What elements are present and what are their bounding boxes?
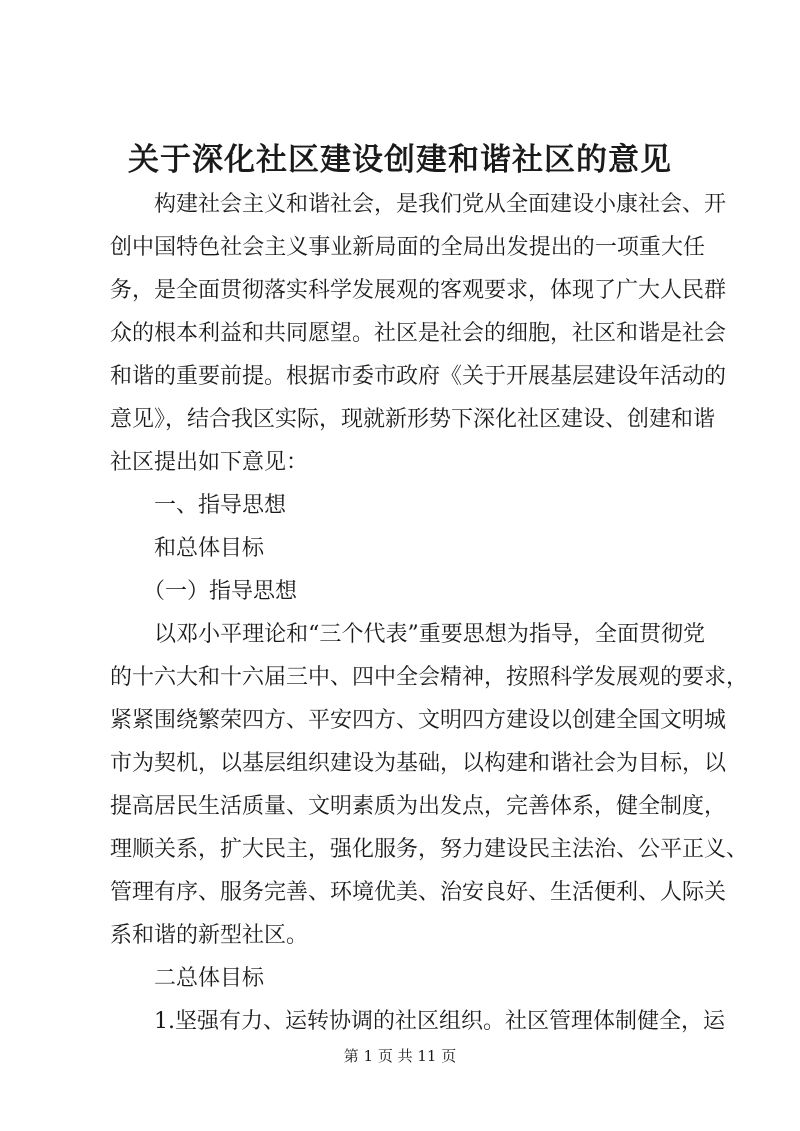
paragraph-line: 紧紧围绕繁荣四方、平安四方、文明四方建设以创建全国文明城: [110, 708, 727, 733]
paragraph-line: 以邓小平理论和“三个代表”重要思想为指导，全面贯彻党: [110, 622, 705, 647]
paragraph-line: 系和谐的新型社区。: [110, 923, 309, 948]
paragraph-line: 理顺关系，扩大民主，强化服务，努力建设民主法治、公平正义、: [110, 837, 749, 862]
paragraph-line: 众的根本利益和共同愿望。社区是社会的细胞，社区和谐是社会: [110, 321, 727, 346]
paragraph-line: 和谐的重要前提。根据市委市政府《关于开展基层建设年活动的: [110, 364, 727, 389]
section-heading: 和总体目标: [110, 536, 265, 561]
paragraph-line: 意见》，结合我区实际，现就新形势下深化社区建设、创建和谐: [110, 407, 716, 432]
paragraph-line: 务，是全面贯彻落实科学发展观的客观要求，体现了广大人民群: [110, 278, 727, 303]
paragraph-line: 提高居民生活质量、文明素质为出发点，完善体系，健全制度，: [110, 794, 727, 819]
paragraph-line: 市为契机，以基层组织建设为基础，以构建和谐社会为目标，以: [110, 751, 727, 776]
document-title: 关于深化社区建设创建和谐社区的意见: [128, 142, 672, 178]
section-heading: 二总体目标: [110, 966, 265, 991]
paragraph-line: 构建社会主义和谐社会，是我们党从全面建设小康社会、开: [110, 192, 727, 217]
paragraph-line: 1.坚强有力、运转协调的社区组织。社区管理体制健全，运: [110, 1009, 725, 1034]
paragraph-line: 管理有序、服务完善、环境优美、治安良好、生活便利、人际关: [110, 880, 727, 905]
paragraph-line: 社区提出如下意见：: [110, 450, 309, 475]
section-heading: 一、指导思想: [110, 493, 287, 518]
paragraph-line: 创中国特色社会主义事业新局面的全局出发提出的一项重大任: [110, 235, 705, 260]
paragraph-line: 的十六大和十六届三中、四中全会精神，按照科学发展观的要求，: [110, 665, 749, 690]
subsection-heading: （一）指导思想: [110, 579, 298, 604]
page-footer: 第 1 页 共 11 页: [343, 1047, 457, 1065]
